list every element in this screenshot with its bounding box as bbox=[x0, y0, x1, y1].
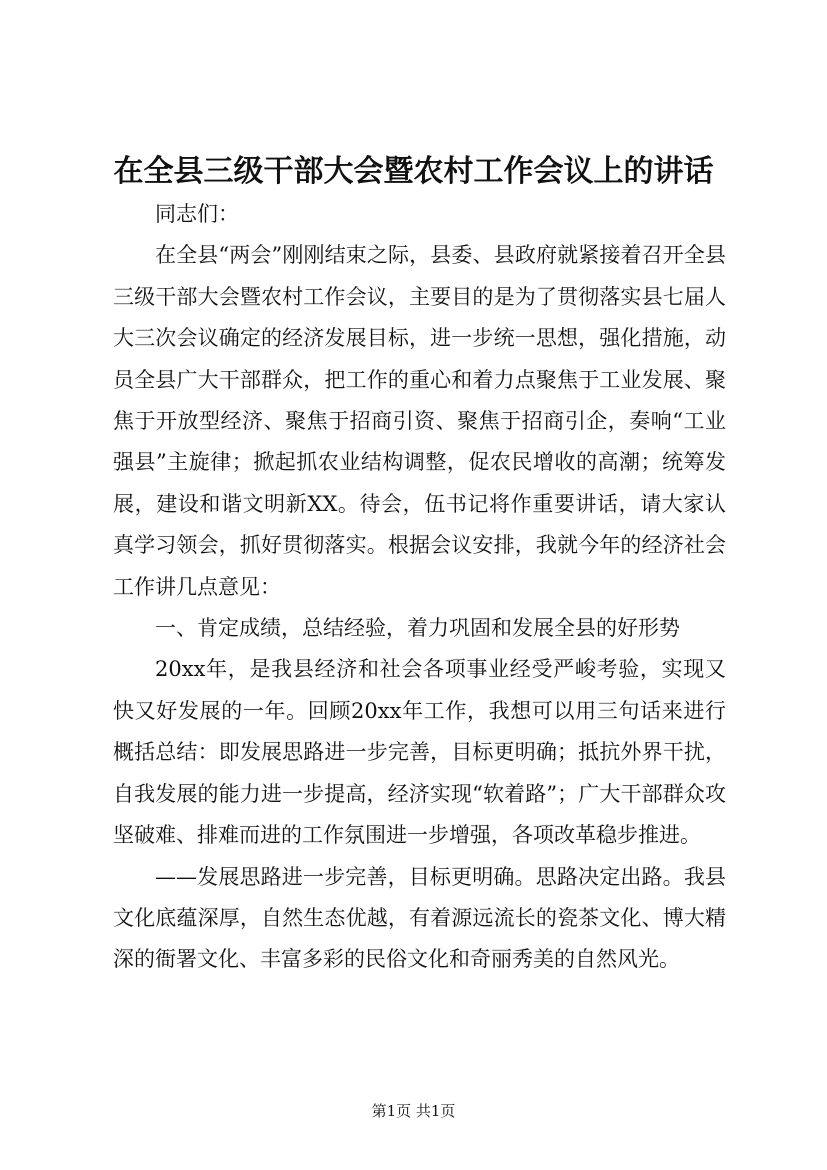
paragraph-development-ideas: ——发展思路进一步完善，目标更明确。思路决定出路。我县文化底蕴深厚，自然生态优越，有着源远流长的瓷茶文化、博大精深的衙署文化、丰富多彩的民俗文化和奇丽秀美的自然风光。 bbox=[113, 864, 726, 972]
document-title: 在全县三级干部大会暨农村工作会议上的讲话 bbox=[113, 154, 714, 189]
paragraph-review: 20xx年，是我县经济和社会各项事业经受严峻考验，实现又快又好发展的一年。回顾20xx年工作，我想可以用三句话来进行概括总结：即发展思路进一步完善，目标更明确；抵抗外界干扰，自我发展的能力进一步提高，经济实现“软着路”；广大干部群众攻坚破难、排难而进的工作氛围进一步增强，各项改革稳步推进。 bbox=[113, 657, 726, 848]
greeting: 同志们： bbox=[155, 202, 239, 226]
paragraph-intro: 在全县“两会”刚刚结束之际，县委、县政府就紧接着召开全县三级干部大会暨农村工作会议，主要目的是为了贯彻落实县七届人大三次会议确定的经济发展目标，进一步统一思想，强化措施，动员全县广大干部群众，把工作的重心和着力点聚焦于工业发展、聚焦于开放型经济、聚焦于招商引资、聚焦于招商引企，奏响“工业强县”主旋律；掀起抓农业结构调整，促农民增收的高潮；统筹发展，建设和谐文明新XX。待会，伍书记将作重要讲话，请大家认真学习领会，抓好贯彻落实。根据会议安排，我就今年的经济社会工作讲几点意见： bbox=[113, 243, 726, 599]
document-body bbox=[113, 194, 726, 981]
section-heading-1: 一、肯定成绩，总结经验，着力巩固和发展全县的好形势 bbox=[155, 616, 680, 641]
page-footer bbox=[0, 1100, 827, 1121]
page-number-label: 第1页 共1页 bbox=[371, 1102, 456, 1120]
